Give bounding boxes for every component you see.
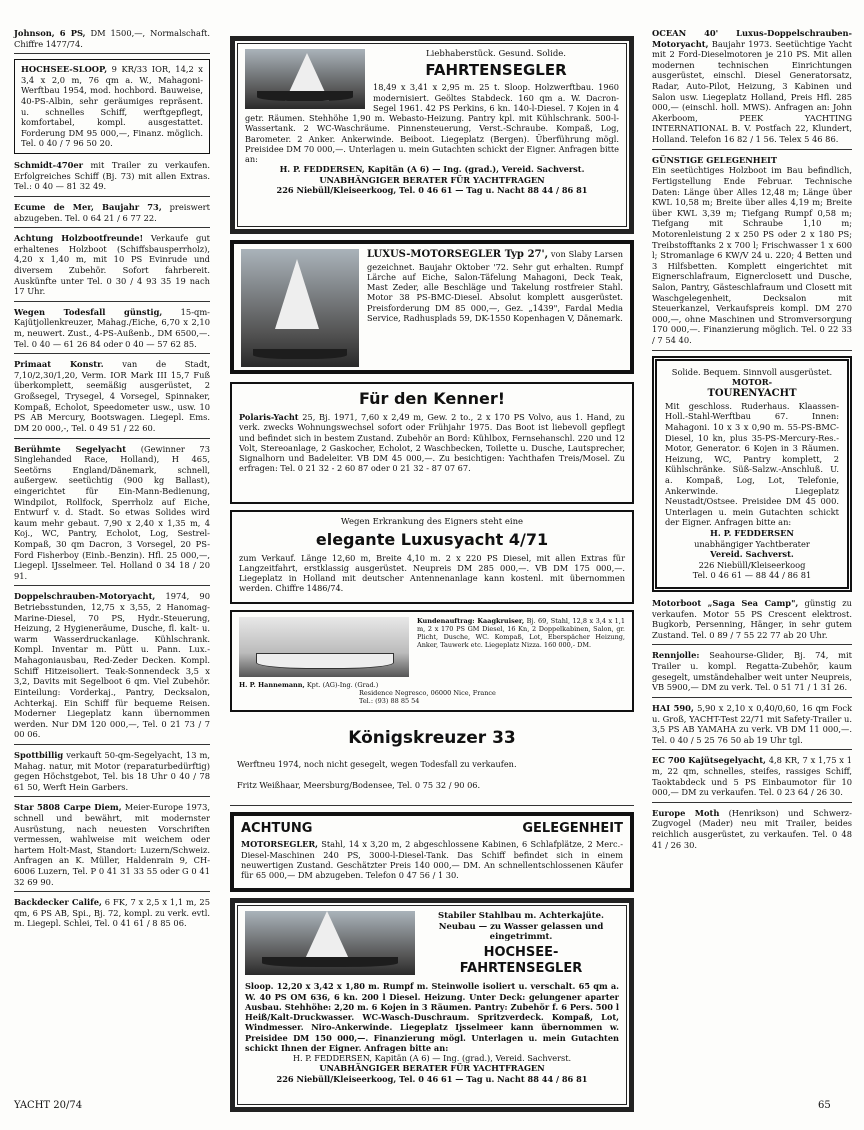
ad-text: 6 FK, 7 x 2,5 x 1,1 m, 25 qm, 6 PS AB, Spi., Bj. 72, kompl. zu verk. evtl. m. Liegepl. Schlei, Tel. 0 41 61 / 8 85 06. [14,897,210,929]
ad-title-left: ACHTUNG [241,821,313,836]
ad-text: mit Trailer zu verkaufen. Erfolgreiches Schiff (Bj. 73) mit allen Extras. Tel.: 0 40 — 81 32 49. [14,160,210,192]
ad-text: verkauft 50-qm-Segelyacht, 13 m, Mahag. natur, mit Motor (reparaturbedürftig) gegen Höchstgebot, Tel. bis 18 Uhr 0 40 / 78 61 50, Werft Hein Garbers. [14,749,210,792]
ad-text: 9 KR/33 IOR, 14,2 x 3,4 x 2,0 m, 76 qm a. W., Mahagoni-Werftbau 1954, mod. hochbord. Bauweise, 40-PS-Albin, sehr geräumiges repräsent. u. schnelles Schiff, werftgepflegt, komfortabel, kompl. ausgestattet. Forderung DM 95 000,—, Finanz. möglich. Tel. 0 40 / 7 96 50 20. [21,64,203,149]
ad-text: DM 1500,—, Normalschaft. Chiffre 1477/74. [14,28,210,49]
ad-text: Ein seetüchtiges Holzboot im Bau befindlich, Fertigstellung Ende Februar. Technische Daten: Länge über Alles 12,48 m; Länge über KWL 10,58 m; Breite über alles 4,19 m; Breite über KWL 3,39 m; Tiefgang Rumpf 0,58 m; Tiefgang mit Schraube 1,10 m; Motorenleistung 2 x 250 PS oder 2 x 180 PS; Treibstofftanks 2 x 700 l; Frischwasser 1 x 600 l; Stromanlage 6 KW/V 24 u. 220; 4 Betten und 3 Hilfsbetten. Komplett eingerichtet mit Eignerschlafraum, Eignerclosett und Dusche, Salon, Pantry, Gästeschlafraum und Closett mit Waschgelegenheit, Decksalon mit Steuerkanzel, Verkaufspreis kompl. DM 270 000,—, ohne Maschinen und Stromversorgung 170 000,—. Finanzierung möglich. Tel. 0 22 33 / 7 54 40. [652,165,852,346]
classified-ad [652,808,852,854]
classified-ad [14,802,210,892]
ad-lead: HAI 590, [652,702,694,713]
motorboat-photo [239,617,409,677]
ad-text: van de Stadt, 7,10/2,30/1,20, Verm. IOR Mark III 15,7 Fuß überkomplett, seemäßig ausgerüstet, 2 Großsegel, Trysegel, 4 Vorsegel, Spinnaker, Kompaß, Echolot, Speedometer usw., usw. 10 PS AB Mercury, Bootswagen. Liegepl. Ems. DM 20 000,-, Tel. 0 49 51 / 22 60. [14,359,210,433]
ad-luxus-motorsegler [230,240,634,374]
ad-signature: UNABHÄNGIGER BERATER FÜR YACHTFRAGEN [319,1063,545,1074]
classified-ad [14,591,210,745]
classified-ad [14,28,210,54]
ad-body: von Slaby Larsen gezeichnet. Baujahr Oktober '72. Sehr gut erhalten. Rumpf Lärche auf Eiche, Salon-Täfelung Mahagoni, Deck Teak, Mast Zeder, alle Beschläge und Takelung rostfreier Stahl. Motor 38 PS-BMC-Diesel. Absolut komplett ausgerüstet. Preisforderung DM 85 000,—, Gez. „1439", Fardal Media Service, Radhusplads 59, DK-1550 Kopenhagen V, Dänemark. [367,249,623,323]
ad-lead: MOTORSEGLER, [241,839,319,850]
ad-lead: Spottbillig [14,749,64,760]
ad-body: Stahl, 14 x 3,20 m, 2 abgeschlossene Kabinen, 6 Schlafplätze, 2 Merc.-Diesel-Maschinen 240 PS, 3000-l-Diesel-Tank. Das Schiff befindet sich in einem neuwertigen Zustand. Geschätzter Preis 140 000,— DM. An schnellentschlossenen Käufer für 65 000,— DM abzugeben. Telefon 0 47 56 / 1 30. [241,839,623,880]
ad-text: (Henrikson) und Schwerz-Zugvogel (Mader) neu mit Trailer, beides reichlich ausgerüstet, zu verkaufen. Tel. 0 48 41 / 26 30. [652,807,852,850]
classified-ad [14,202,210,228]
ad-lead: Primaat Konstr. [14,359,104,370]
ad-signature: Vereid. Sachverst. [710,549,794,560]
ad-title: Königskreuzer 33 [348,728,516,748]
ad-title: HOCHSEE-FAHRTENSEGLER [459,944,583,977]
classified-ad [14,160,210,197]
ad-kicker: Wegen Erkrankung des Eigners steht eine [340,517,524,527]
right-column [652,28,852,859]
ad-text: 1974, 90 Betriebsstunden, 12,75 x 3,55, 2 Hanomag-Marine-Diesel, 70 PS, Hydr.-Steuerung, Heizung, 2 Hygieneräume, Dusche, fl. kalt- u. warm Wasserdruckanlage. Kühlschrank. Kompl. Inventar m. Pütt u. Pann. Lux.-Mahagoniausbau, Red-Zeder Decken. Kompl. Schiff Hitzeisoliert. Teak-Sonnendeck 3,5 x 3,2, Davits mit Segelboot 6 qm. Viel Zubehör. Einteilung: Vorderkaj., Pantry, Decksalon, Achterkaj. Ein Schiff für bequeme Reisen. Moderner Liegeplatz kann übernommen werden. Nur DM 120 000,—, Tel. 0 21 73 / 7 00 06. [14,591,210,740]
classified-ad [652,755,852,802]
ad-signature: H. P. FEDDERSEN, Kapitän (A 6) — Ing. (grad.), Vereid. Sachverst. [279,164,585,175]
ad-text: 4,8 KR, 7 x 1,75 x 1 m, 22 qm, schnelles, steifes, rassiges Schiff, Taoktabdeck und 5 PS Einbaumotor für 10 000,— DM zu verkaufen. Tel. 0 23 64 / 26 30. [652,755,852,798]
ad-title: MOTOR- [731,377,773,388]
ad-lead: Berühmte Segelyacht [14,443,127,454]
classified-ad [652,155,852,351]
ad-signature: H. P. FEDDERSEN, Kapitän (A 6) — Ing. (grad.), Vereid. Sachverst. [292,1053,572,1064]
ad-body: Bj. 69, Stahl, 12,8 x 3,4 x 1,1 m, 2 x 170 PS GM Diesel, 16 Kn, 2 Doppelkabinen, Salon, gr. Plicht, Dusche, WC. Kompaß, Lot, Eberspächer Heizung, Anker, Tauwerk etc. Liegeplatz Nizza. 160 000,- DM. [417,617,625,650]
ad-lead: Rennjolle: [652,650,700,661]
ad-lead: Star 5808 Carpe Diem, [14,802,122,813]
ad-lead: Wegen Todesfall günstig, [14,306,163,317]
ad-lead: Schmidt-470er [14,160,84,171]
ad-text: (Gewinner 73 Singlehanded Race, Holland), H 465, Seetörns England/Dänemark, schnell, außergew. seetüchtig (900 kg Ballast), eingerichtet für Ein-Mann-Bedienung, Windpilot, Rollfock, Sperrholz auf Eiche, Entwurf v. d. Stadt. So etwas Solides wird kaum mehr gebaut. 7,90 x 2,40 x 1,35 m, 4 Koj., WC, Pantry, Echolot, Log, Sestrel-Kompaß, 30 qm Dacron, 3 Vorsegel, 20 PS-Ford Fisherboy (Einb.-Benzin). Hfl. 25 000,—, Liegepl. IJsselmeer. Tel. Holland 0 34 18 / 20 91. [14,443,210,581]
ad-lead: Europe Moth [652,807,720,818]
ad-body: Mit geschloss. Ruderhaus. Klaassen-Holl.-Stahl-Werftbau 67. Innen: Mahagoni. 10 x 3 x 0,90 m. 55-PS-BMC-Diesel, 10 kn, plus 35-PS-Mercury-Res.-Motor, Generator. 6 Kojen in 3 Räumen. Heizung, WC, Pantry komplett, 2 Kühlschränke. Süß-Salzw.-Anschluß. U. a. Kompaß, Log, Lot, Telefonie, Ankerwinde. Liegeplatz Neustadt/Ostsee. Preisidee DM 45 000. Unterlagen u. mein Gutachten schickt der Eigner. Anfragen bitte an: [665,400,839,528]
ad-body: zum Verkauf. Länge 12,60 m, Breite 4,10 m. 2 x 220 PS Diesel, mit allen Extras für Langzeitfahrt, erstklassig ausgerüstet. Neupreis DM 285 000,—. VB DM 175 000,—. Liegeplatz in Holland mit deutscher Antennenanlage kann kostenl. mit übernommen werden. Chiffre 1486/74. [239,552,625,594]
ad-body: 25, Bj. 1971, 7,60 x 2,49 m, Gew. 2 to., 2 x 170 PS Volvo, aus 1. Hand, zu verk. zwecks Wohnungswechsel sofort oder Frühjahr 1975. Das Boot ist liebevoll gepflegt und befindet sich in bestem Zustand. Zubehör an Bord: Kühlbox, Fernsehanschl. 220 und 12 Volt, Stereoanlage, 2 Gaskocher, Echolot, 2 Waschbecken, Toilette u. Dusche, Lautsprecher, Signalhorn und Badeleiter. VB DM 45 000,—. Zu besichtigen: Yachthafen Treis/Mosel. Zu erfragen: Tel. 0 21 32 - 2 60 87 oder 0 21 32 - 87 07 67. [239,412,625,474]
ad-kicker: Solide. Bequem. Sinnvoll ausgerüstet. [671,366,833,377]
ad-text: 5,90 x 2,10 x 0,40/0,60, 16 qm Fock u. Groß, YACHT-Test 22/71 mit Safety-Trailer u. 3,5 PS AB YAMAHA zu verk. VB DM 11 000,—. Tel. 0 40 / 5 25 76 50 ab 19 Uhr tgl. [652,702,852,745]
ad-lead: Johnson, 6 PS, [14,28,86,38]
ad-lead: Polaris-Yacht [239,412,299,422]
ad-signature: unabhängiger Yachtberater [694,538,810,549]
ad-contact: Fritz Weißhaar, Meersburg/Bodensee, Tel. 0 75 32 / 90 06. [237,779,481,790]
ad-contact-cred: Kpt. (AG)-Ing. (Grad.) [304,681,379,689]
classified-ad [14,897,210,933]
ad-body: Sloop. 12,20 x 3,42 x 1,80 m. Rumpf m. Steinwolle isoliert u. verschalt. 65 qm a. W. 40 PS OM 636, 6 kn. 200 l Diesel. Heizung. Unter Deck: gelungener aparter Ausbau. Stehhöhe: 2,20 m. 6 Kojen in 3 Räumen. Pantry: Zubehör f. 6 Pers. 500 l Heiß/Kalt-Druckwasser. WC-Wasch-Duschraum. Spritzverdeck. Kompaß, Lot, Windmesser. Niro-Ankerwinde. Liegeplatz Ijsselmeer kann übernommen w. Preisidee DM 150 000,—. Finanzierung mögl. Unterlagen u. mein Gutachten schickt Ihnen der Eigner. Anfragen bitte an: [245,981,619,1053]
ad-title: Für den Kenner! [358,389,506,408]
left-column [14,28,210,938]
yacht-photo [245,911,415,975]
ad-signature: Tel. 0 46 61 — 88 44 / 86 81 [692,570,812,581]
ad-koenigskreuzer [230,718,634,806]
ad-kicker: Stabiler Stahlbau m. Achterkajüte. Neubau — zu Wasser gelassen und eingetrimmt. [437,911,604,943]
classified-ad [652,598,852,645]
ad-elegante-luxusyacht [230,510,634,604]
ad-contact-phone: Tel.: (93) 88 85 54 [359,697,420,706]
ad-title: LUXUS-MOTORSEGLER Typ 27', [367,249,549,260]
ad-title-right: GELEGENHEIT [522,821,623,836]
classified-ad [14,307,210,354]
ad-lead: HOCHSEE-SLOOP, [21,64,108,75]
ad-text: 15-qm-Kajütjollenkreuzer, Mahag./Eiche, 6,70 x 2,10 m, neuwert. Zust., 4-PS-Außenb., DM 6500,—. Tel. 0 40 — 61 26 84 oder 0 40 — 57 62 85. [14,306,210,349]
ad-lead: Backdecker Calife, [14,897,102,908]
ad-kicker: Liebhaberstück. Gesund. Solide. [425,49,566,59]
classified-ad [652,650,852,697]
ad-lead: Motorboot „Saga Sea Camp", [652,598,799,609]
ad-title: TOURENYACHT [707,387,797,399]
ad-lead: Kundenauftrag: Kaagkruiser, [417,617,525,625]
yacht-photo [241,249,359,367]
classified-ad [14,359,210,438]
ad-signature: 226 Niebüll/Kleiseerkoog, Tel. 0 46 61 — Tag u. Nacht 88 44 / 86 81 [276,184,588,195]
ad-signature: H. P. FEDDERSEN [710,528,794,538]
ad-contact-address: Residence Negresco, 06000 Nice, France [359,689,496,698]
ad-kaagkruiser [230,610,634,712]
page-footer-issue: YACHT 20/74 [14,1100,83,1111]
ad-text: Baujahr 1973. Seetüchtige Yacht mit 2 Ford-Dieselmotoren je 210 PS. Mit allen modernen technischen Einrichtungen ausgerüstet, einschl. Diesel Generatorsatz, Radar, Auto-Pilot, Heizung, 3 Kabinen und Salon usw. Liegeplatz Holland, Preis Hfl. 285 000,— (einschl. holl. MWS). Anfragen an: John Akerboom, PEEK YACHTING INTERNATIONAL B. V. Postfach 22, Klundert, Holland. Telefon 16 82 / 1 56. Telex 5 46 86. [652,38,852,145]
ad-lead: Achtung Holzbootfreunde! [14,233,144,244]
ad-lead: Doppelschrauben-Motoryacht, [14,591,156,602]
ad-signature: UNABHÄNGIGER BERATER FÜR YACHTFRAGEN [319,174,545,185]
ad-text: Verkaufe gut erhaltenes Holzboot (Schiffsbausperrholz), 4,20 x 1,40 m, mit 10 PS Evinrude und diversem Zubehör. Sofort fahrbereit. Auskünfte unter Tel. 0 30 / 4 93 35 19 nach 17 Uhr. [14,233,211,297]
ad-motor-tourenyacht [652,356,852,592]
classified-ad [652,28,852,150]
ad-fuer-den-kenner [230,382,634,504]
ad-lead: EC 700 Kajütsegelyacht, [652,755,766,766]
yacht-photo [245,49,365,109]
ad-text: Seahourse-Glider, Bj. 74, mit Trailer u. kompl. Regatta-Zubehör, kaum gesegelt, umständehalber weit unter Neupreis, VB 5900,— DM zu verk. Tel. 0 51 71 / 1 31 26. [652,650,852,693]
classified-ad [14,444,210,587]
ad-title: FAHRTENSEGLER [425,60,567,79]
ad-lead: Ecume de Mer, Baujahr 73, [14,201,162,212]
page-number: 65 [818,1100,831,1111]
ad-text: Meier-Europe 1973, schnell und bewährt, mit modernster Ausrüstung, nach neuesten Vorschriften vermessen, wahlweise mit weichem oder hartem Holt-Mast, Standort: Luzern/Schweiz. Anfragen an K. Müller, Haldenrain 9, CH-6006 Luzern, Tel. P 0 41 31 33 55 oder G 0 41 32 69 90. [14,802,210,887]
ad-body: Werftneu 1974, noch nicht gesegelt, wegen Todesfall zu verkaufen. [237,759,517,770]
ad-text: günstig zu verkaufen. Motor 55 PS Crescent elektrost. Bugkorb, Persenning, Hänger, in sehr gutem Zustand. Tel. 0 89 / 7 55 22 77 ab 20 Uhr. [652,598,852,640]
ad-hochsee-fahrtensegler [230,898,634,1112]
ad-lead: GÜNSTIGE GELEGENHEIT [652,154,778,165]
classified-ad [14,750,210,797]
ad-body: 18,49 x 3,41 x 2,95 m. 25 t. Sloop. Holzwerftbau. 1960 modernisiert. Geöltes Stabdeck. 160 qm a. W. Dacron-Segel 1961. 42 PS Perkins, 6 kn. 140-l-Diesel. 7 Kojen in 4 getr. Räumen. Stehhöhe 1,90 m. Webasto-Heizung. Pantry kpl. mit Kühlschrank. 500-l-Wassertank. 2 WC-Waschräume. Pinnensteuerung, Verst.-Schraube. Kompaß, Log, Barometer. 2 Anker. Ankerwinde. Beiboot. Liegeplatz (Bergen). Überführung mögl. Preisidee DM 70 000,—. Unterlagen u. mein Gutachten schickt der Eigner. Anfragen bitte an: [245,82,619,165]
classified-ad [14,233,210,302]
ad-contact-name: H. P. Hannemann, [239,681,305,689]
ad-signature: 226 Niebüll/Kleiseerkoog [698,559,806,570]
ad-title: elegante Luxusyacht 4/71 [315,529,549,549]
ad-text: preiswert abzugeben. Tel. 0 64 21 / 6 77 22. [14,201,210,223]
ad-lead: OCEAN 40' Luxus-Doppelschrauben-Motoryacht, [652,28,852,49]
classified-ad [652,703,852,750]
ad-achtung-gelegenheit [230,812,634,892]
ad-fahrtensegler [230,36,634,234]
ad-signature: 226 Niebüll/Kleiseerkoog, Tel. 0 46 61 — Tag u. Nacht 88 44 / 86 81 [276,1073,588,1084]
classified-ad-boxed [14,59,210,154]
